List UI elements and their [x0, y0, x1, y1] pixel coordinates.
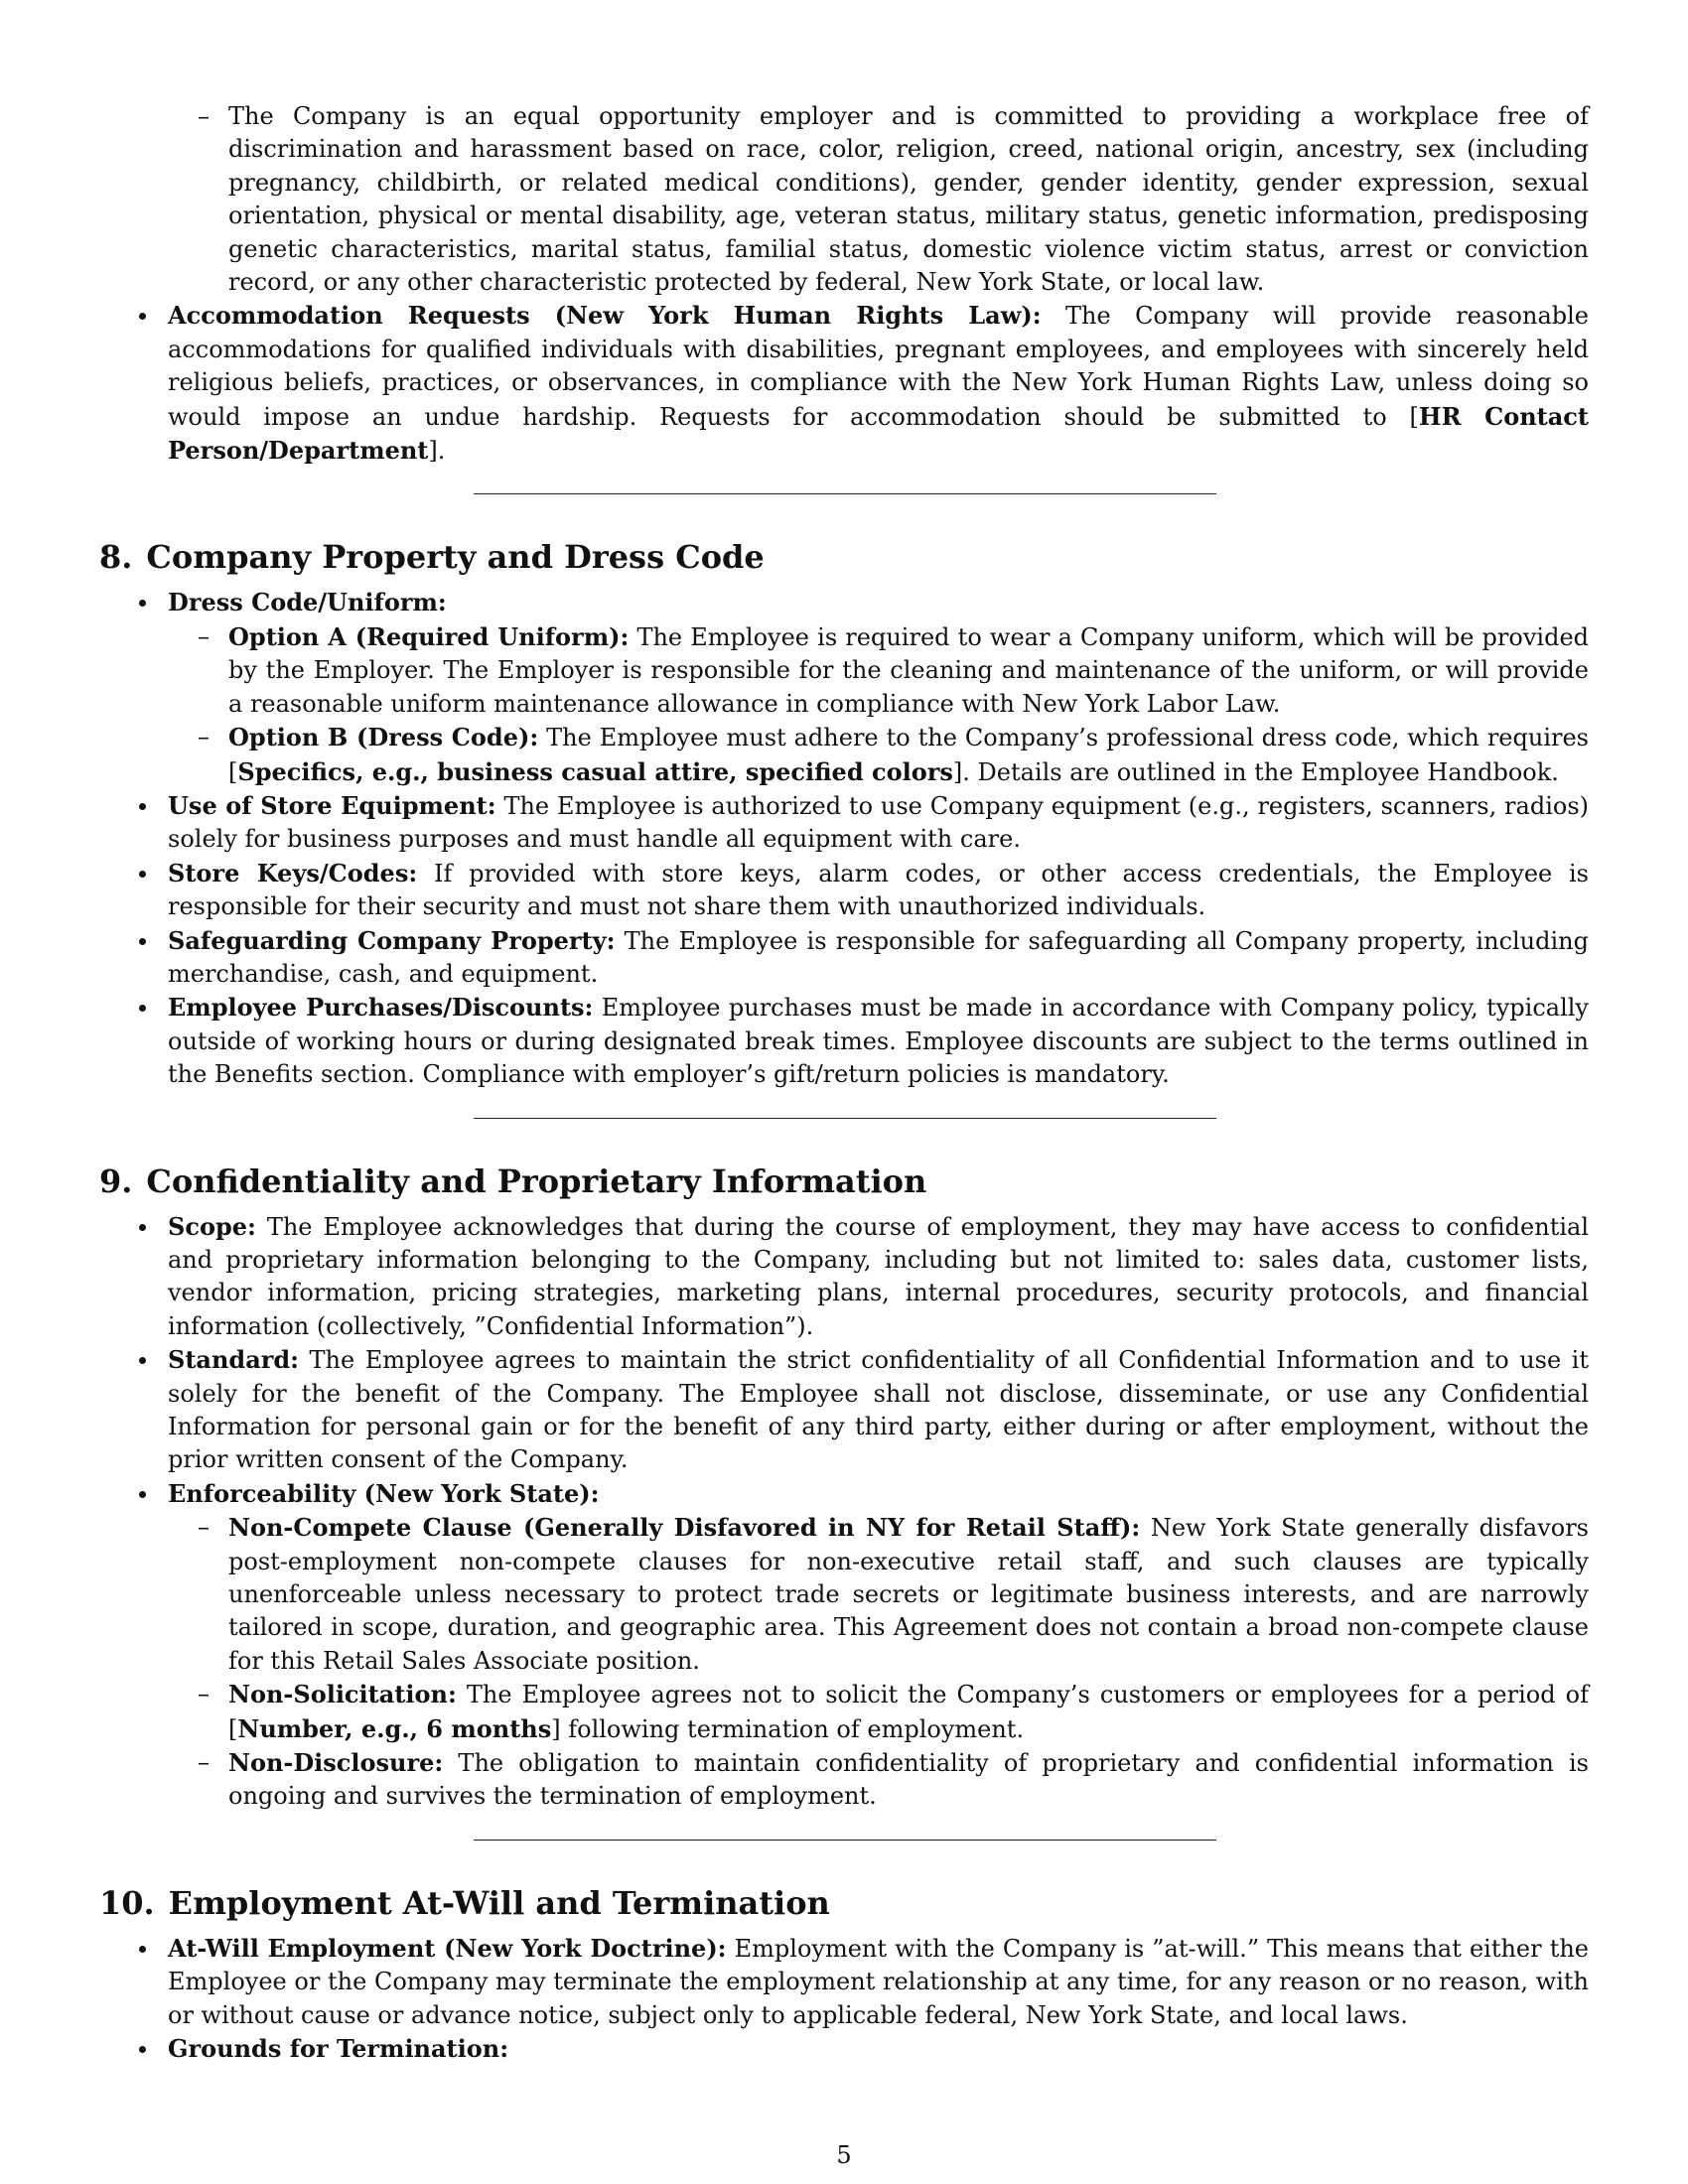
eeo-statement: – The Company is an equal opportunity employer and is committed to providing a workplace free of discrimination and harassment based on race, color, religion, creed, national origin, ancestry, sex (including pregnancy, childbirth, or related medical conditions), gender, gender identity, gender expression, sexual orientation, physical or mental disability, age, veteran status, military status, genetic information, predisposing genetic characteristics, marital status, familial status, domestic violence victim status, arrest or conviction record, or any other characteristic protected by federal, New York State, or local law.: [99, 100, 1589, 299]
non-compete-item: – Non-Compete Clause (Generally Disfavored in NY for Retail Staff): New York State generally disfavors post-employment non-compete clauses for non-executive retail staff, and such clauses are typically unenforceable unless necessary to protect trade secrets or legitimate business interests, and are narrowly tailored in scope, duration, and geographic area. This Agreement does not contain a broad non-compete clause for this Retail Sales Associate position.: [168, 1511, 1589, 1678]
section-9-heading: 9. Confidentiality and Proprietary Information: [99, 1161, 927, 1200]
option-b-item: – Option B (Dress Code): The Employee must adhere to the Company’s professional dress code, which requires [Specifics, e.g., business casual attire, specified colors]. Details are outlined in the Employee Handbook.: [168, 721, 1589, 789]
page-number: 5: [836, 2141, 852, 2169]
section-divider: [474, 1118, 1216, 1119]
continued-sublist: [99, 100, 1589, 299]
scope-item: Scope: The Employee acknowledges that during the course of employment, they may have access to confidential and proprietary information belonging to the Company, including but not limited to: sales data, customer lists, vendor information, pricing strategies, marketing plans, internal procedures, security protocols, and financial information (collectively, ”Confidential Information”).: [99, 1210, 1589, 1344]
option-a-item: – Option A (Required Uniform): The Employee is required to wear a Company uniform, which will be provided by the Employer. The Employer is responsible for the cleaning and maintenance of the uniform, or will provide a reasonable uniform maintenance allowance in compliance with New York Labor Law.: [168, 620, 1589, 721]
section-9-list: [99, 1210, 1589, 1814]
continued-list: [99, 299, 1589, 468]
section-divider: [474, 1840, 1216, 1841]
store-keys-item: Store Keys/Codes: If provided with store keys, alarm codes, or other access credentials, the Employee is responsible for their security and must not share them with unauthorized individuals.: [99, 857, 1589, 924]
dress-code-item: Dress Code/Uniform: – Option A (Required Uniform): The Employee is required to wear a Company uniform, which will be provided by the Employer. The Employer is responsible for the cleaning and maintenance of the uniform, or will provide a reasonable uniform maintenance allowance in compliance with New York Labor Law. – Option B (Dress Code): The Employee must adhere to the Company’s professional dress code, which requires [Specifics, e.g., business casual attire, specified colors]. Details are outlined in the Employee Handbook.: [99, 586, 1589, 788]
dress-code-options: [168, 620, 1589, 789]
non-disclosure-item: – Non-Disclosure: The obligation to maintain confidentiality of proprietary and confidential information is ongoing and survives the termination of employment.: [168, 1746, 1589, 1814]
grounds-termination-item: Grounds for Termination:: [99, 2032, 1589, 2066]
section-10-heading: 10. Employment At-Will and Termination: [99, 1883, 830, 1922]
section-divider: [474, 493, 1216, 494]
employee-purchases-item: Employee Purchases/Discounts: Employee purchases must be made in accordance with Company policy, typically outside of working hours or during designated break times. Employee discounts are subject to the terms outlined in the Benefits section. Compliance with employer’s gift/return policies is mandatory.: [99, 991, 1589, 1091]
store-equipment-item: Use of Store Equipment: The Employee is authorized to use Company equipment (e.g., registers, scanners, radios) solely for business purposes and must handle all equipment with care.: [99, 789, 1589, 857]
standard-item: Standard: The Employee agrees to maintain the strict confidentiality of all Confidential Information and to use it solely for the benefit of the Company. The Employee shall not disclose, disseminate, or use any Confidential Information for personal gain or for the benefit of any third party, either during or after employment, without the prior written consent of the Company.: [99, 1343, 1589, 1477]
at-will-item: At-Will Employment (New York Doctrine): Employment with the Company is ”at-will.” This means that either the Employee or the Company may terminate the employment relationship at any time, for any reason or no reason, with or without cause or advance notice, subject only to applicable federal, New York State, and local laws.: [99, 1932, 1589, 2032]
section-8-list: [99, 586, 1589, 1091]
safeguarding-item: Safeguarding Company Property: The Employee is responsible for safeguarding all Company property, including merchandise, cash, and equipment.: [99, 924, 1589, 992]
non-solicitation-item: – Non-Solicitation: The Employee agrees not to solicit the Company’s customers or employees for a period of [Number, e.g., 6 months] following termination of employment.: [168, 1678, 1589, 1746]
enforceability-sublist: [168, 1511, 1589, 1814]
section-8-heading: 8. Company Property and Dress Code: [99, 538, 765, 577]
enforceability-item: Enforceability (New York State): – Non-Compete Clause (Generally Disfavored in NY for Retail Staff): New York State generally disfavors post-employment non-compete clauses for non-executive retail staff, and such clauses are typically unenforceable unless necessary to protect trade secrets or legitimate business interests, and are narrowly tailored in scope, duration, and geographic area. This Agreement does not contain a broad non-compete clause for this Retail Sales Associate position. – Non-Solicitation: The Employee agrees not to solicit the Company’s customers or employees for a period of [Number, e.g., 6 months] following termination of employment. – Non-Disclosure: The obligation to maintain confidentiality of proprietary and confidential information is ongoing and survives the termination of employment.: [99, 1477, 1589, 1814]
accommodation-requests-item: Accommodation Requests (New York Human Rights Law): The Company will provide reasonable accommodations for qualified individuals with disabilities, pregnant employees, and employees with sincerely held religious beliefs, practices, or observances, in compliance with the New York Human Rights Law, unless doing so would impose an undue hardship. Requests for accommodation should be submitted to [HR Contact Person/Department].: [99, 299, 1589, 468]
section-10-list: [99, 1932, 1589, 2067]
page-content: [99, 100, 1589, 2067]
